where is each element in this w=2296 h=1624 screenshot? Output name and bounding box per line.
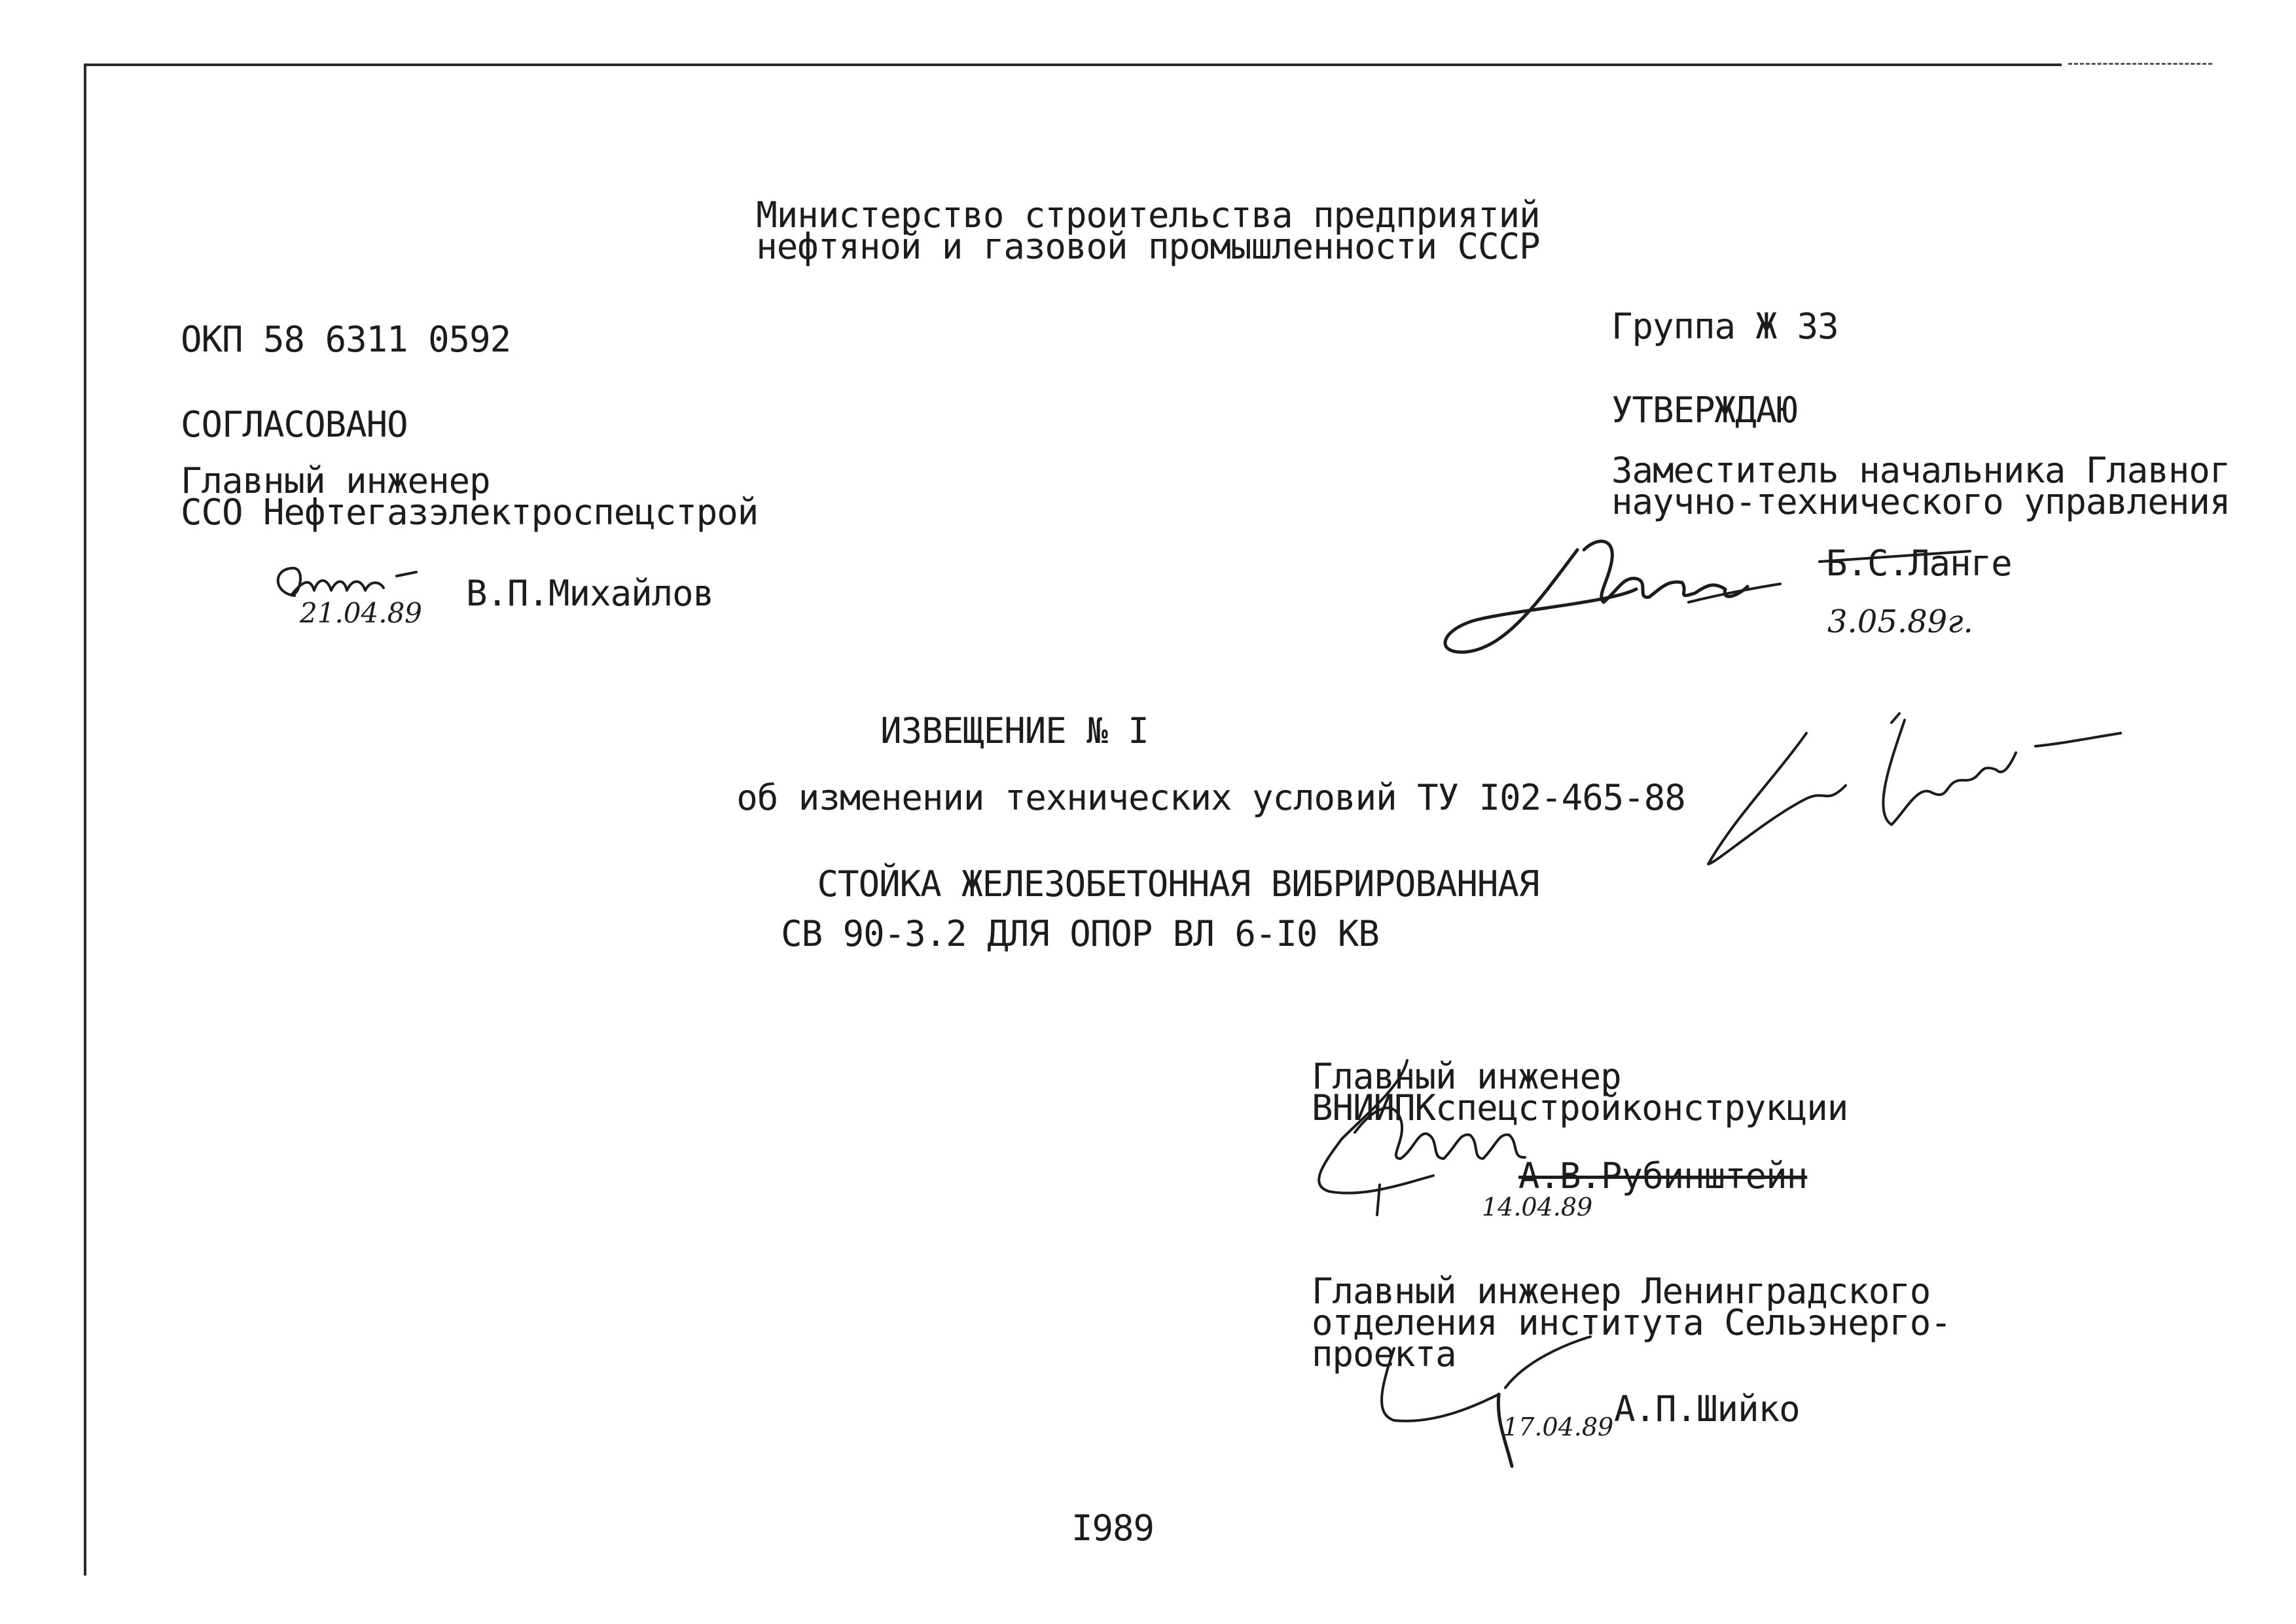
agreed-date-handwritten: 21.04.89 [300,597,423,629]
signatory2-position-line3: проекта [1312,1333,1456,1375]
ministry-header-line1: Министерство строительства предприятий [756,194,1540,236]
signatory1-date-handwritten: 14.04.89 [1482,1193,1593,1221]
document-year: I989 [1071,1507,1155,1549]
signatory2-date-handwritten: 17.04.89 [1503,1413,1614,1441]
agreed-name: В.П.Михайлов [466,573,714,614]
notice-subtitle: об изменении технических условий ТУ I02-465-88 [736,777,1685,818]
product-name-line2: СВ 90-3.2 ДЛЯ ОПОР ВЛ 6-I0 КВ [781,913,1379,954]
signatory2-name: А.П.Шийко [1614,1388,1800,1430]
signatory1-position-line2: ВНИИПКспецстройконструкции [1312,1087,1848,1128]
frame-top-border [85,63,2062,66]
signatory2-signature [1368,1335,1643,1473]
signatory1-position-line1: Главный инженер [1312,1056,1621,1097]
group-code: Группа Ж 33 [1611,306,1839,347]
frame-top-border-dashed [2068,63,2212,65]
extra-signature [1695,707,2140,877]
approved-position-line1: Заместитель начальника Главног [1611,450,2231,491]
approved-name: Б.С.Ланге [1826,543,2012,584]
okp-code: ОКП 58 6311 0592 [181,319,511,360]
agreed-position-line2: ССО Нефтегазэлектроспецстрой [181,492,759,533]
signatory2-position-line2: отделения института Сельэнерго- [1312,1302,1951,1343]
approved-heading: УТВЕРЖДАЮ [1611,389,1797,431]
approved-signature [1440,524,1846,681]
ministry-header-line2: нефтяной и газовой промышленности СССР [756,226,1540,267]
product-name-line1: СТОЙКА ЖЕЛЕЗОБЕТОННАЯ ВИБРИРОВАННАЯ [817,863,1539,905]
notice-title: ИЗВЕЩЕНИЕ № I [880,710,1149,751]
signatory1-name: А.В.Рубинштейн [1518,1155,1808,1197]
frame-left-border [84,63,86,1576]
approved-name-strike [1820,547,1977,567]
agreed-heading: СОГЛАСОВАНО [181,404,408,445]
agreed-position-line1: Главный инженер [181,460,490,501]
signatory2-position-line1: Главный инженер Ленинградского [1312,1271,1931,1312]
approved-position-line2: научно-технического управления [1611,481,2231,522]
approved-date-handwritten: 3.05.89г. [1827,604,1973,640]
